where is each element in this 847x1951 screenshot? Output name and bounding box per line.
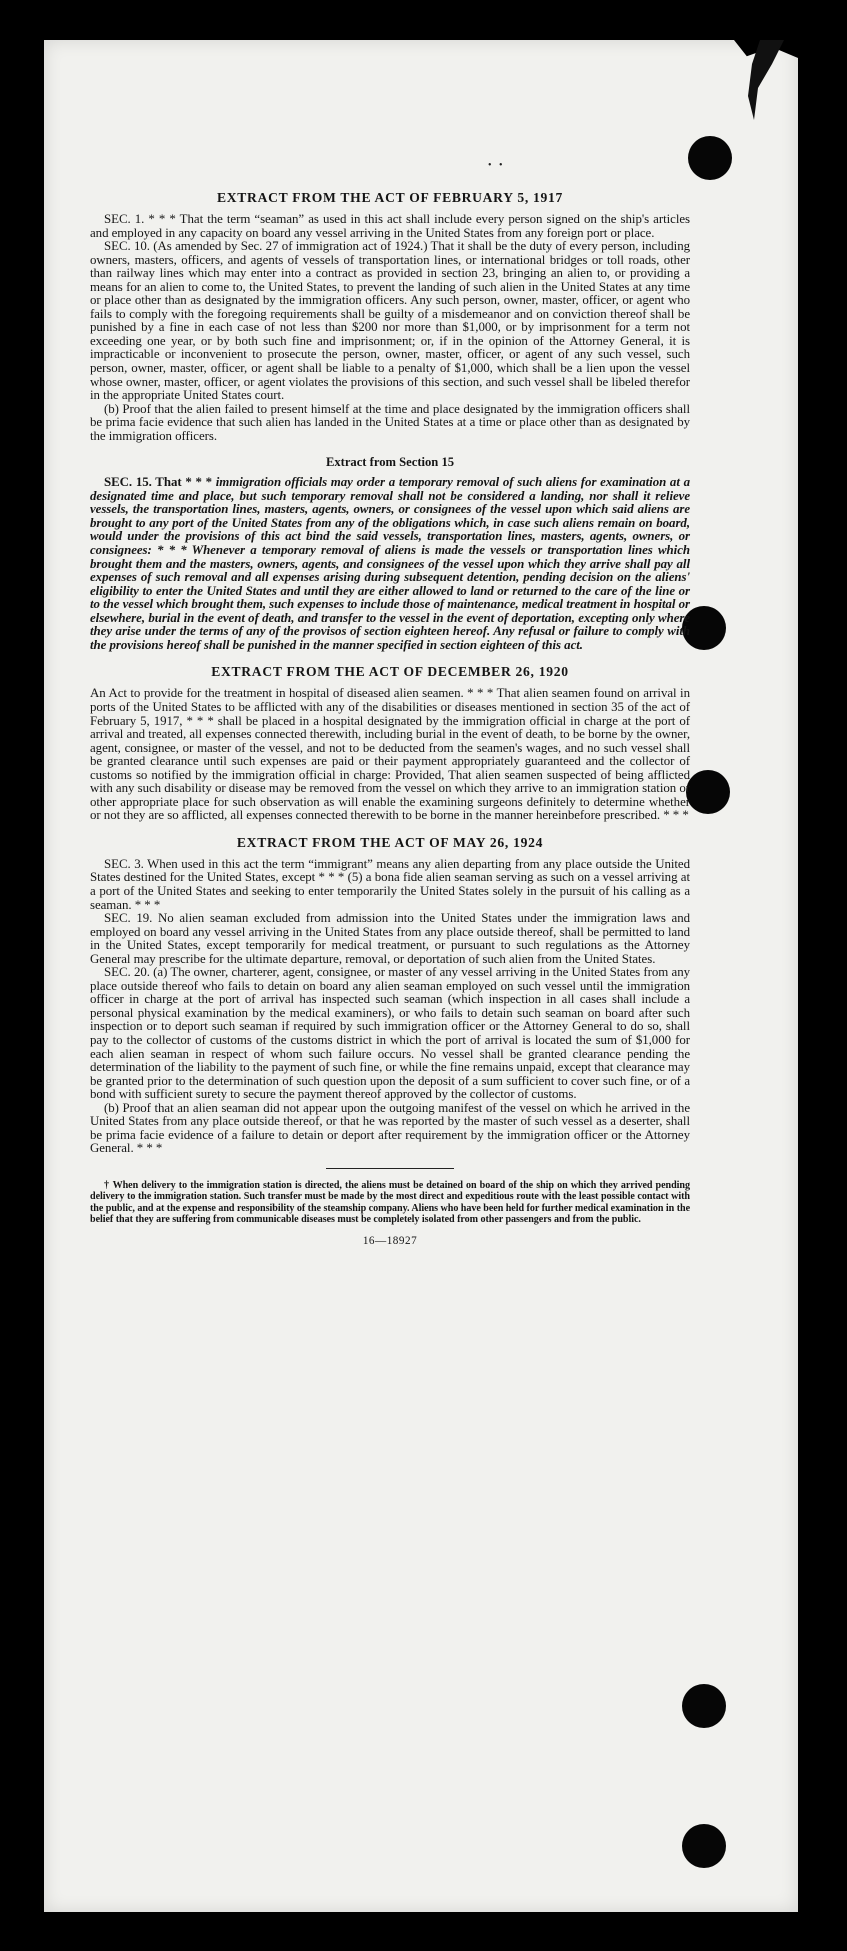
punch-hole xyxy=(686,770,730,814)
subsection-heading: Extract from Section 15 xyxy=(325,455,455,470)
document-body xyxy=(90,190,690,1247)
punch-hole xyxy=(682,1824,726,1868)
section-heading: EXTRACT FROM THE ACT OF DECEMBER 26, 1920 xyxy=(211,664,569,680)
punch-hole xyxy=(688,136,732,180)
section-heading: EXTRACT FROM THE ACT OF FEBRUARY 5, 1917 xyxy=(217,190,563,205)
paragraph: SEC. 10. (As amended by Sec. 27 of immigration act of 1924.) That it shall be the duty of every person, including owners, masters, officers, and agents of vessels of transportation lines, or international bridges or toll roads, other than railway lines which may enter into a contract as provided in section 23, bringing an alien to, or providing a means for an alien to come to, the United States, to prevent the landing of such alien in the United States at any time or place other than as designated by the immigration officers. Any such person, owner, master, officer, or agent who fails to comply with the foregoing requirements shall be guilty of a misdemeanor and on conviction thereof shall be punished by a fine in each case of not less than $200 nor more than $1,000, or by imprisonment for a term not exceeding one year, or by both such fine and imprisonment; or, if in the opinion of the Attorney General, it is impracticable or inconvenient to prosecute the person, owner, master, officer, or agent of any such vessel, such person, owner, master, officer, or agent shall be liable to a penalty of $1,000, which shall be a lien upon the vessel whose owner, master, officer, or agent violates the provisions of this section, and such vessel shall be libeled therefor in the appropriate United States court. xyxy=(90,239,690,403)
document-number: 16—18927 xyxy=(362,1235,418,1248)
paragraph: SEC. 19. No alien seaman excluded from admission into the United States under the immigration laws and employed on board any vessel arriving in the United States from any place outside thereof, shall be permitted to land in the United States, except temporarily for medical treatment, or pursuant to such regulations as the Attorney General may prescribe for the ultimate departure, removal, or deportation of such alien from the United States. xyxy=(90,911,690,966)
paragraph: SEC. 1. * * * That the term “seaman” as used in this act shall include every person signed on the ship's articles and employed in any capacity on board any vessel arriving in the United States from any foreign port or place. xyxy=(90,212,690,240)
footnote-text: † When delivery to the immigration station is directed, the aliens must be detained on board of the ship on which they arrived pending delivery to the immigration station. Such transfer must be made by the most direct and expeditious route with the least possible contact with the public, and at the expense and responsibility of the steamship company. Aliens who have been held for further medical examination in the belief that they are suffering from communicable diseases must be completely isolated from other passengers and from the public. xyxy=(90,1179,690,1225)
footnote-divider xyxy=(326,1168,454,1169)
paragraph: SEC. 3. When used in this act the term “immigrant” means any alien departing from any place outside the United States destined for the United States, except * * * (5) a bona fide alien seaman serving as such on a vessel arriving at a port of the United States and seeking to enter temporarily the United States solely in the pursuit of his calling as a seaman. * * * xyxy=(90,856,690,912)
paragraph-prefix: SEC. 15. That * * * xyxy=(104,475,216,490)
paragraph-italic-text: immigration officials may order a temporary removal of such aliens for examination at a designated time and place, but such temporary removal shall not be considered a landing, nor shall it relieve vessels, the transportation lines, masters, agents, owners, or consignees of the vessel upon which said aliens are brought to any port of the United States from any of the obligations which, in case such aliens remain on board, would under the provisions of this act bind the said vessels, transportation lines, masters, agents, owners, or consignees: * * * Whenever a temporary removal of aliens is made the vessels or transportation lines which brought them and the masters, owners, agents, and consignees of the vessel upon which they arrive shall pay all expenses of such removal and all expenses arising during subsequent detention, pending decision on the aliens' eligibility to enter the United States and until they are either allowed to land or returned to the care of the line or to the vessel which brought them, such expenses to include those of maintenance, medical treatment in hospital or elsewhere, burial in the event of death, and transfer to the vessel in the event of deportation, excepting only where they arise under the terms of any of the provisos of section eighteen hereof. Any refusal or failure to comply with the provisions hereof shall be punished in the manner specified in section eighteen of this act. xyxy=(90,475,690,652)
footnote xyxy=(90,1180,690,1225)
paragraph-italic xyxy=(90,476,690,652)
paragraph: SEC. 20. (a) The owner, charterer, agent, consignee, or master of any vessel arriving in the United States from any place outside thereof who fails to detain on board any alien seaman employed on such vessel until the immigration officer in charge at the port of arrival has inspected such seaman (which inspection in all cases shall include a personal physical examination by the medical examiners), or who fails to detain such seaman on board after such inspection or to deport such seaman if required by such immigration officer or the Attorney General to do so, shall pay to the collector of customs of the customs district in which the port of arrival is located the sum of $1,000 for each alien seaman in respect of whom such failure occurs. No vessel shall be granted clearance pending the determination of the liability to the payment of such fine, or while the fine remains unpaid, except that clearance may be granted prior to the determination of such question upon the deposit of a sum sufficient to cover such fine, or of a bond with sufficient surety to secure the payment thereof approved by the collector of customs. xyxy=(90,965,690,1102)
document-page xyxy=(44,40,798,1912)
punch-hole xyxy=(682,1684,726,1728)
paragraph: (b) Proof that the alien failed to present himself at the time and place designated by the immigration officers shall be prima facie evidence that such alien has landed in the United States at a time or place other than as designated by the immigration officers. xyxy=(90,401,690,443)
paragraph: (b) Proof that an alien seaman did not appear upon the outgoing manifest of the vessel on which he arrived in the United States from any place outside thereof, or that he was reported by the master of such vessel as a deserter, shall be prima facie evidence of a failure to detain or deport after requirement by the immigration officer or the Attorney General. * * * xyxy=(90,1100,690,1156)
section-heading: EXTRACT FROM THE ACT OF MAY 26, 1924 xyxy=(236,834,544,850)
top-marks: • • xyxy=(488,160,503,171)
paragraph: An Act to provide for the treatment in hospital of diseased alien seamen. * * * That alien seamen found on arrival in ports of the United States to be afflicted with any of the disabilities or diseases mentioned in section 35 of the act of February 5, 1917, * * * shall be placed in a hospital designated by the immigration official in charge at the port of arrival and treated, all expenses connected therewith, including burial in the event of death, to be borne by the owner, agent, consignee, or master of the vessel, and not to be deducted from the seamen's wages, and no such vessel shall be granted clearance until such expenses are paid or their payment appropriately guaranteed and the collector of customs so notified by the immigration official in charge: Provided, That alien seamen suspected of being afflicted with any such disability or disease may be removed from the vessel on which they arrive to an immigration station or other appropriate place for such observation as will enable the examining surgeons definitely to determine whether or not they are so afflicted, all expenses connected therewith to be borne in the manner hereinbefore prescribed. * * * xyxy=(90,686,690,823)
